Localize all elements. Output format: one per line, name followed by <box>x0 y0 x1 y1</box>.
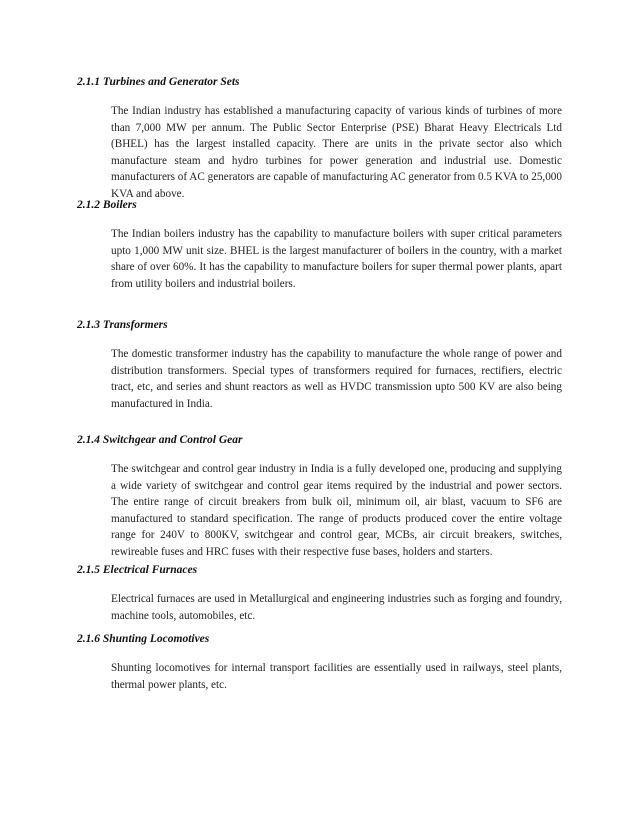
section-switchgear-control-gear <box>0 433 638 561</box>
section-electrical-furnaces <box>0 563 638 624</box>
section-turbines-generator-sets <box>0 75 638 203</box>
section-heading: 2.1.6 Shunting Locomotives <box>77 633 210 645</box>
section-heading: 2.1.5 Electrical Furnaces <box>77 564 198 576</box>
section-body: The Indian boilers industry has the capability to manufacture boilers with super critical parameters upto 1,000 MW unit size. BHEL is the largest manufacturer of boilers in the country, with a market share of over 60%. It has the capability to manufacture boilers for super thermal power plants, apart from utility boilers and industrial boilers. <box>111 228 562 290</box>
section-transformers <box>0 318 638 412</box>
section-body: Shunting locomotives for internal transport facilities are essentially used in railways, steel plants, thermal power plants, etc. <box>111 662 562 691</box>
section-shunting-locomotives <box>0 632 638 693</box>
section-heading: 2.1.3 Transformers <box>77 319 168 331</box>
section-heading: 2.1.4 Switchgear and Control Gear <box>77 434 243 446</box>
section-body: Electrical furnaces are used in Metallurgical and engineering industries such as forging and foundry, machine tools, automobiles, etc. <box>111 593 562 622</box>
section-body: The switchgear and control gear industry in India is a fully developed one, producing and supplying a wide variety of switchgear and control gear items required by the industrial and power sectors. The entire range of circuit breakers from bulk oil, minimum oil, air blast, vacuum to SF6 are manufactured to standard specification. The range of products produced cover the entire voltage range for 240V to 800KV, switchgear and control gear, MCBs, air circuit breakers, switches, rewireable fuses and HRC fuses with their respective fuse bases, holders and starters. <box>111 463 562 558</box>
section-body: The domestic transformer industry has the capability to manufacture the whole range of power and distribution transformers. Special types of transformers required for furnaces, rectifiers, electric tract, etc, and series and shunt reactors as well as HVDC transmission upto 500 KV are also being manufactured in India. <box>111 348 562 410</box>
section-boilers <box>0 198 638 292</box>
section-heading: 2.1.1 Turbines and Generator Sets <box>77 76 240 88</box>
section-body: The Indian industry has established a manufacturing capacity of various kinds of turbines of more than 7,000 MW per annum. The Public Sector Enterprise (PSE) Bharat Heavy Electricals Ltd (BHEL) has the largest installed capacity. There are units in the private sector also which manufacture steam and hydro turbines for power generation and industrial use. Domestic manufacturers of AC generators are capable of manufacturing AC generator from 0.5 KVA to 25,000 KVA and above. <box>111 105 562 200</box>
section-heading: 2.1.2 Boilers <box>77 199 137 211</box>
